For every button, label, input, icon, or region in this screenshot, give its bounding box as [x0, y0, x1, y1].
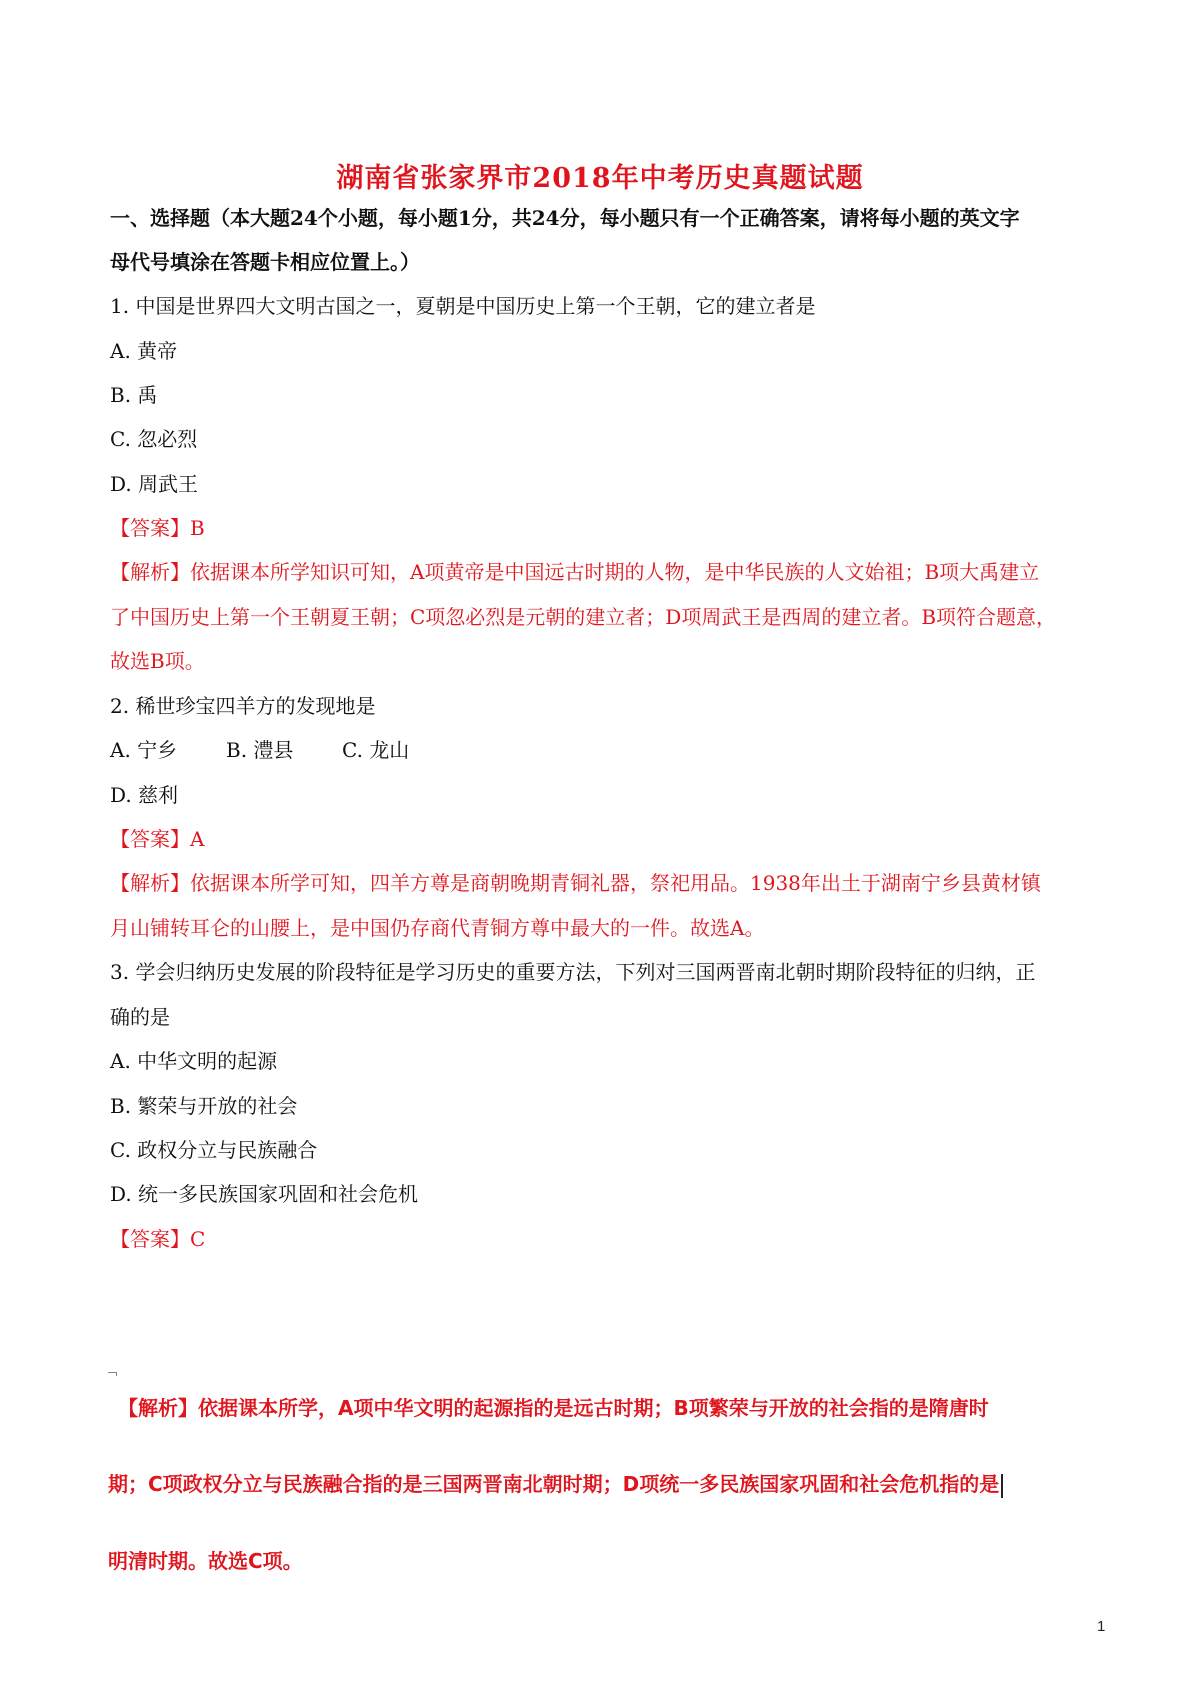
q3-answer	[110, 1223, 1100, 1252]
q1-answer-tag: 【答案】	[110, 516, 190, 540]
q1-option-b: B. 禹	[110, 383, 158, 407]
q3-option-d: D. 统一多民族国家巩固和社会危机	[110, 1182, 419, 1206]
q2-option-d: D. 慈利	[110, 783, 179, 807]
q1-analysis-line-1: 【解析】依据课本所学知识可知，A项黄帝是中国远古时期的人物，是中华民族的人文始祖；B项大禹建立	[110, 560, 1040, 584]
section-header-line-1: 一、选择题（本大题24个小题，每小题1分，共24分，每小题只有一个正确答案，请将每小题的英文字	[110, 206, 1020, 230]
q2-option-a: A. 宁乡	[110, 738, 178, 762]
q2-analysis-line-1: 【解析】依据课本所学可知，四羊方尊是商朝晚期青铜礼器，祭祀用品。1938年出土于湖南宁乡县黄材镇	[110, 871, 1041, 895]
section-header-line-2: 母代号填涂在答题卡相应位置上。）	[110, 250, 420, 274]
q3-option-c: C. 政权分立与民族融合	[110, 1138, 318, 1162]
q2-options-inline	[110, 734, 1100, 763]
q3-stem-line-2: 确的是	[110, 1005, 170, 1029]
q3-option-a: A. 中华文明的起源	[110, 1049, 278, 1073]
text-cursor-icon	[1001, 1474, 1003, 1498]
q3-analysis-line-2	[108, 1468, 1088, 1498]
q2-answer-tag: 【答案】	[110, 827, 190, 851]
q2-answer	[110, 823, 1100, 852]
q3-option-b: B. 繁荣与开放的社会	[110, 1094, 298, 1118]
paragraph-mark-icon	[108, 1372, 117, 1376]
q2-analysis-line-2: 月山铺转耳仑的山腰上，是中国仍存商代青铜方尊中最大的一件。故选A。	[110, 916, 765, 940]
q2-stem: 2. 稀世珍宝四羊方的发现地是	[110, 694, 376, 718]
q1-answer-value: B	[190, 516, 205, 540]
q1-analysis-line-2: 了中国历史上第一个王朝夏王朝；C项忽必烈是元朝的建立者；D项周武王是西周的建立者。B项符合题意，	[110, 605, 1057, 629]
q1-analysis-line-3: 故选B项。	[110, 649, 205, 673]
q3-analysis-line-1: 【解析】依据课本所学，A项中华文明的起源指的是远古时期；B项繁荣与开放的社会指的是隋唐时	[118, 1396, 989, 1420]
q1-answer	[110, 512, 1100, 541]
q3-answer-value: C	[190, 1227, 206, 1251]
q3-analysis-line-2-text: 期；C项政权分立与民族融合指的是三国两晋南北朝时期；D项统一多民族国家巩固和社会危机指的是	[108, 1472, 1000, 1496]
q3-stem-line-1: 3. 学会归纳历史发展的阶段特征是学习历史的重要方法，下列对三国两晋南北朝时期阶段特征的归纳，正	[110, 960, 1036, 984]
q1-option-a: A. 黄帝	[110, 339, 178, 363]
q2-option-b: B. 澧县	[226, 738, 294, 762]
q1-option-c: C. 忽必烈	[110, 427, 198, 451]
q1-option-d: D. 周武王	[110, 472, 199, 496]
q2-answer-value: A	[190, 827, 205, 851]
q2-option-c: C. 龙山	[342, 738, 410, 762]
q3-analysis-line-3: 明清时期。故选C项。	[108, 1549, 303, 1573]
q3-answer-tag: 【答案】	[110, 1227, 190, 1251]
q1-stem: 1. 中国是世界四大文明古国之一，夏朝是中国历史上第一个王朝，它的建立者是	[110, 294, 816, 318]
page-title: 湖南省张家界市2018年中考历史真题试题	[336, 163, 864, 194]
page-number: 1	[1097, 1618, 1106, 1635]
